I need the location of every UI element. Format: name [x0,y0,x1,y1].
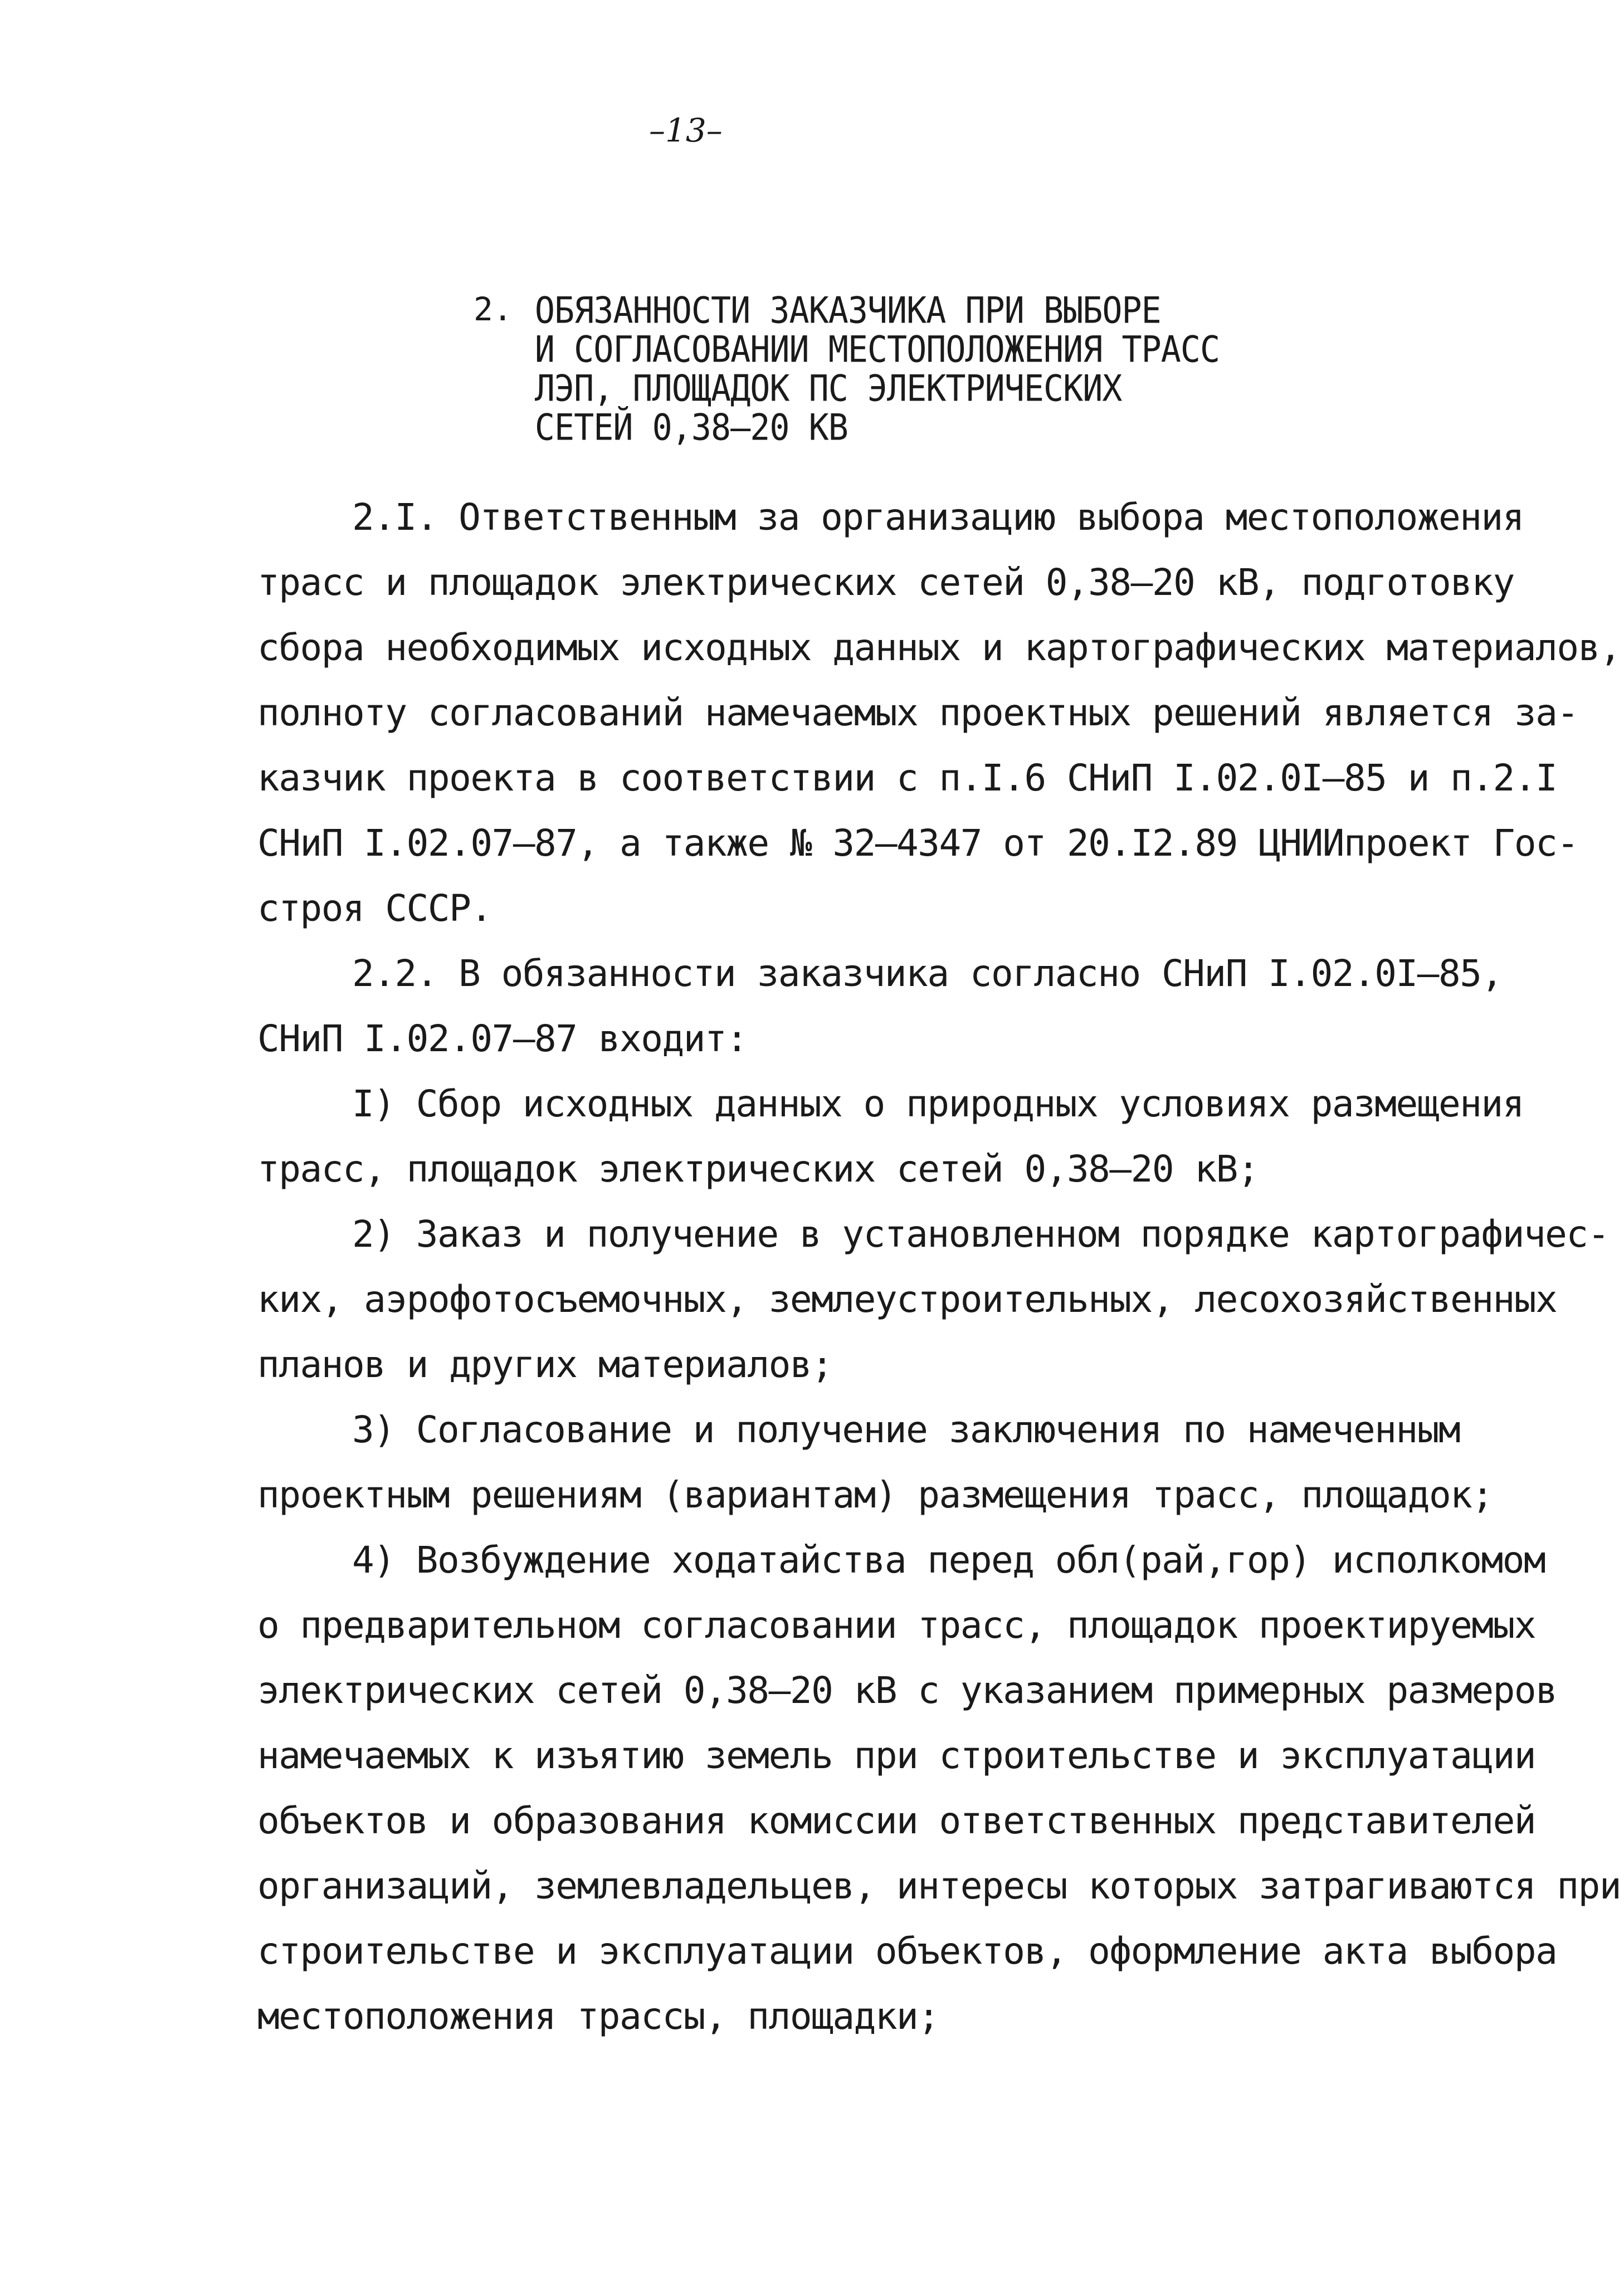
section-heading [474,290,1309,449]
section-title-line: СЕТЕЙ 0,38–20 КВ [534,407,848,449]
paragraph-2-1-line: казчик проекта в соответствии с п.I.6 СНиП I.02.0I–85 и п.2.I [257,757,1557,799]
section-title [534,290,1220,449]
paragraph-2-2-line: 2.2. В обязанности заказчика согласно СНиП I.02.0I–85, [352,952,1503,995]
list-item-4-line: электрических сетей 0,38–20 кВ с указанием примерных размеров [257,1669,1557,1712]
page-number: –13– [649,111,723,149]
paragraph-2-1-line: сбора необходимых исходных данных и картографических материалов, [257,626,1621,669]
paragraph-2-1-line: полноту согласований намечаемых проектных решений является за- [257,691,1578,734]
list-item-3-line: проектным решениям (вариантам) размещения трасс, площадок; [257,1473,1493,1516]
section-title-line: ОБЯЗАННОСТИ ЗАКАЗЧИКА ПРИ ВЫБОРЕ [534,290,1161,332]
list-item-4-line: строительстве и эксплуатации объектов, оформление акта выбора [257,1930,1557,1973]
body-text [257,485,1621,2049]
section-title-line: И СОГЛАСОВАНИИ МЕСТОПОЛОЖЕНИЯ ТРАСС [534,329,1220,371]
list-item-2-line: 2) Заказ и получение в установленном порядке картографичес- [352,1213,1609,1256]
list-item-1-line: трасс, площадок электрических сетей 0,38–20 кВ; [257,1148,1259,1190]
list-item-3-line: 3) Согласование и получение заключения по намеченным [352,1408,1460,1451]
list-item-4-line: о предварительном согласовании трасс, площадок проектируемых [257,1604,1536,1647]
paragraph-2-2-line: СНиП I.02.07–87 входит: [257,1017,748,1060]
section-title-line: ЛЭП, ПЛОЩАДОК ПС ЭЛЕКТРИЧЕСКИХ [534,368,1122,410]
paragraph-2-1-line: трасс и площадок электрических сетей 0,38–20 кВ, подготовку [257,561,1514,604]
list-item-4-line: местоположения трассы, площадки; [257,1995,939,2038]
paragraph-2-1-line: СНиП I.02.07–87, а также № 32–4347 от 20.I2.89 ЦНИИпроект Гос- [257,822,1578,865]
paragraph-2-1-line: строя СССР. [257,887,492,930]
list-item-2-line: планов и других материалов; [257,1343,833,1386]
list-item-4-line: объектов и образования комиссии ответственных представителей [257,1799,1536,1842]
list-item-4-line: намечаемых к изъятию земель при строительстве и эксплуатации [257,1734,1536,1777]
list-item-2-line: ких, аэрофотосъемочных, землеустроительных, лесохозяйственных [257,1278,1557,1321]
list-item-1-line: I) Сбор исходных данных о природных условиях размещения [352,1082,1524,1125]
list-item-4-line: организаций, землевладельцев, интересы которых затрагиваются при [257,1865,1621,1907]
list-item-4-line: 4) Возбуждение ходатайства перед обл(рай,гор) исполкомом [352,1539,1545,1582]
paragraph-2-1-line: 2.I. Ответственным за организацию выбора местоположения [352,496,1524,539]
section-number: 2. [474,290,513,328]
